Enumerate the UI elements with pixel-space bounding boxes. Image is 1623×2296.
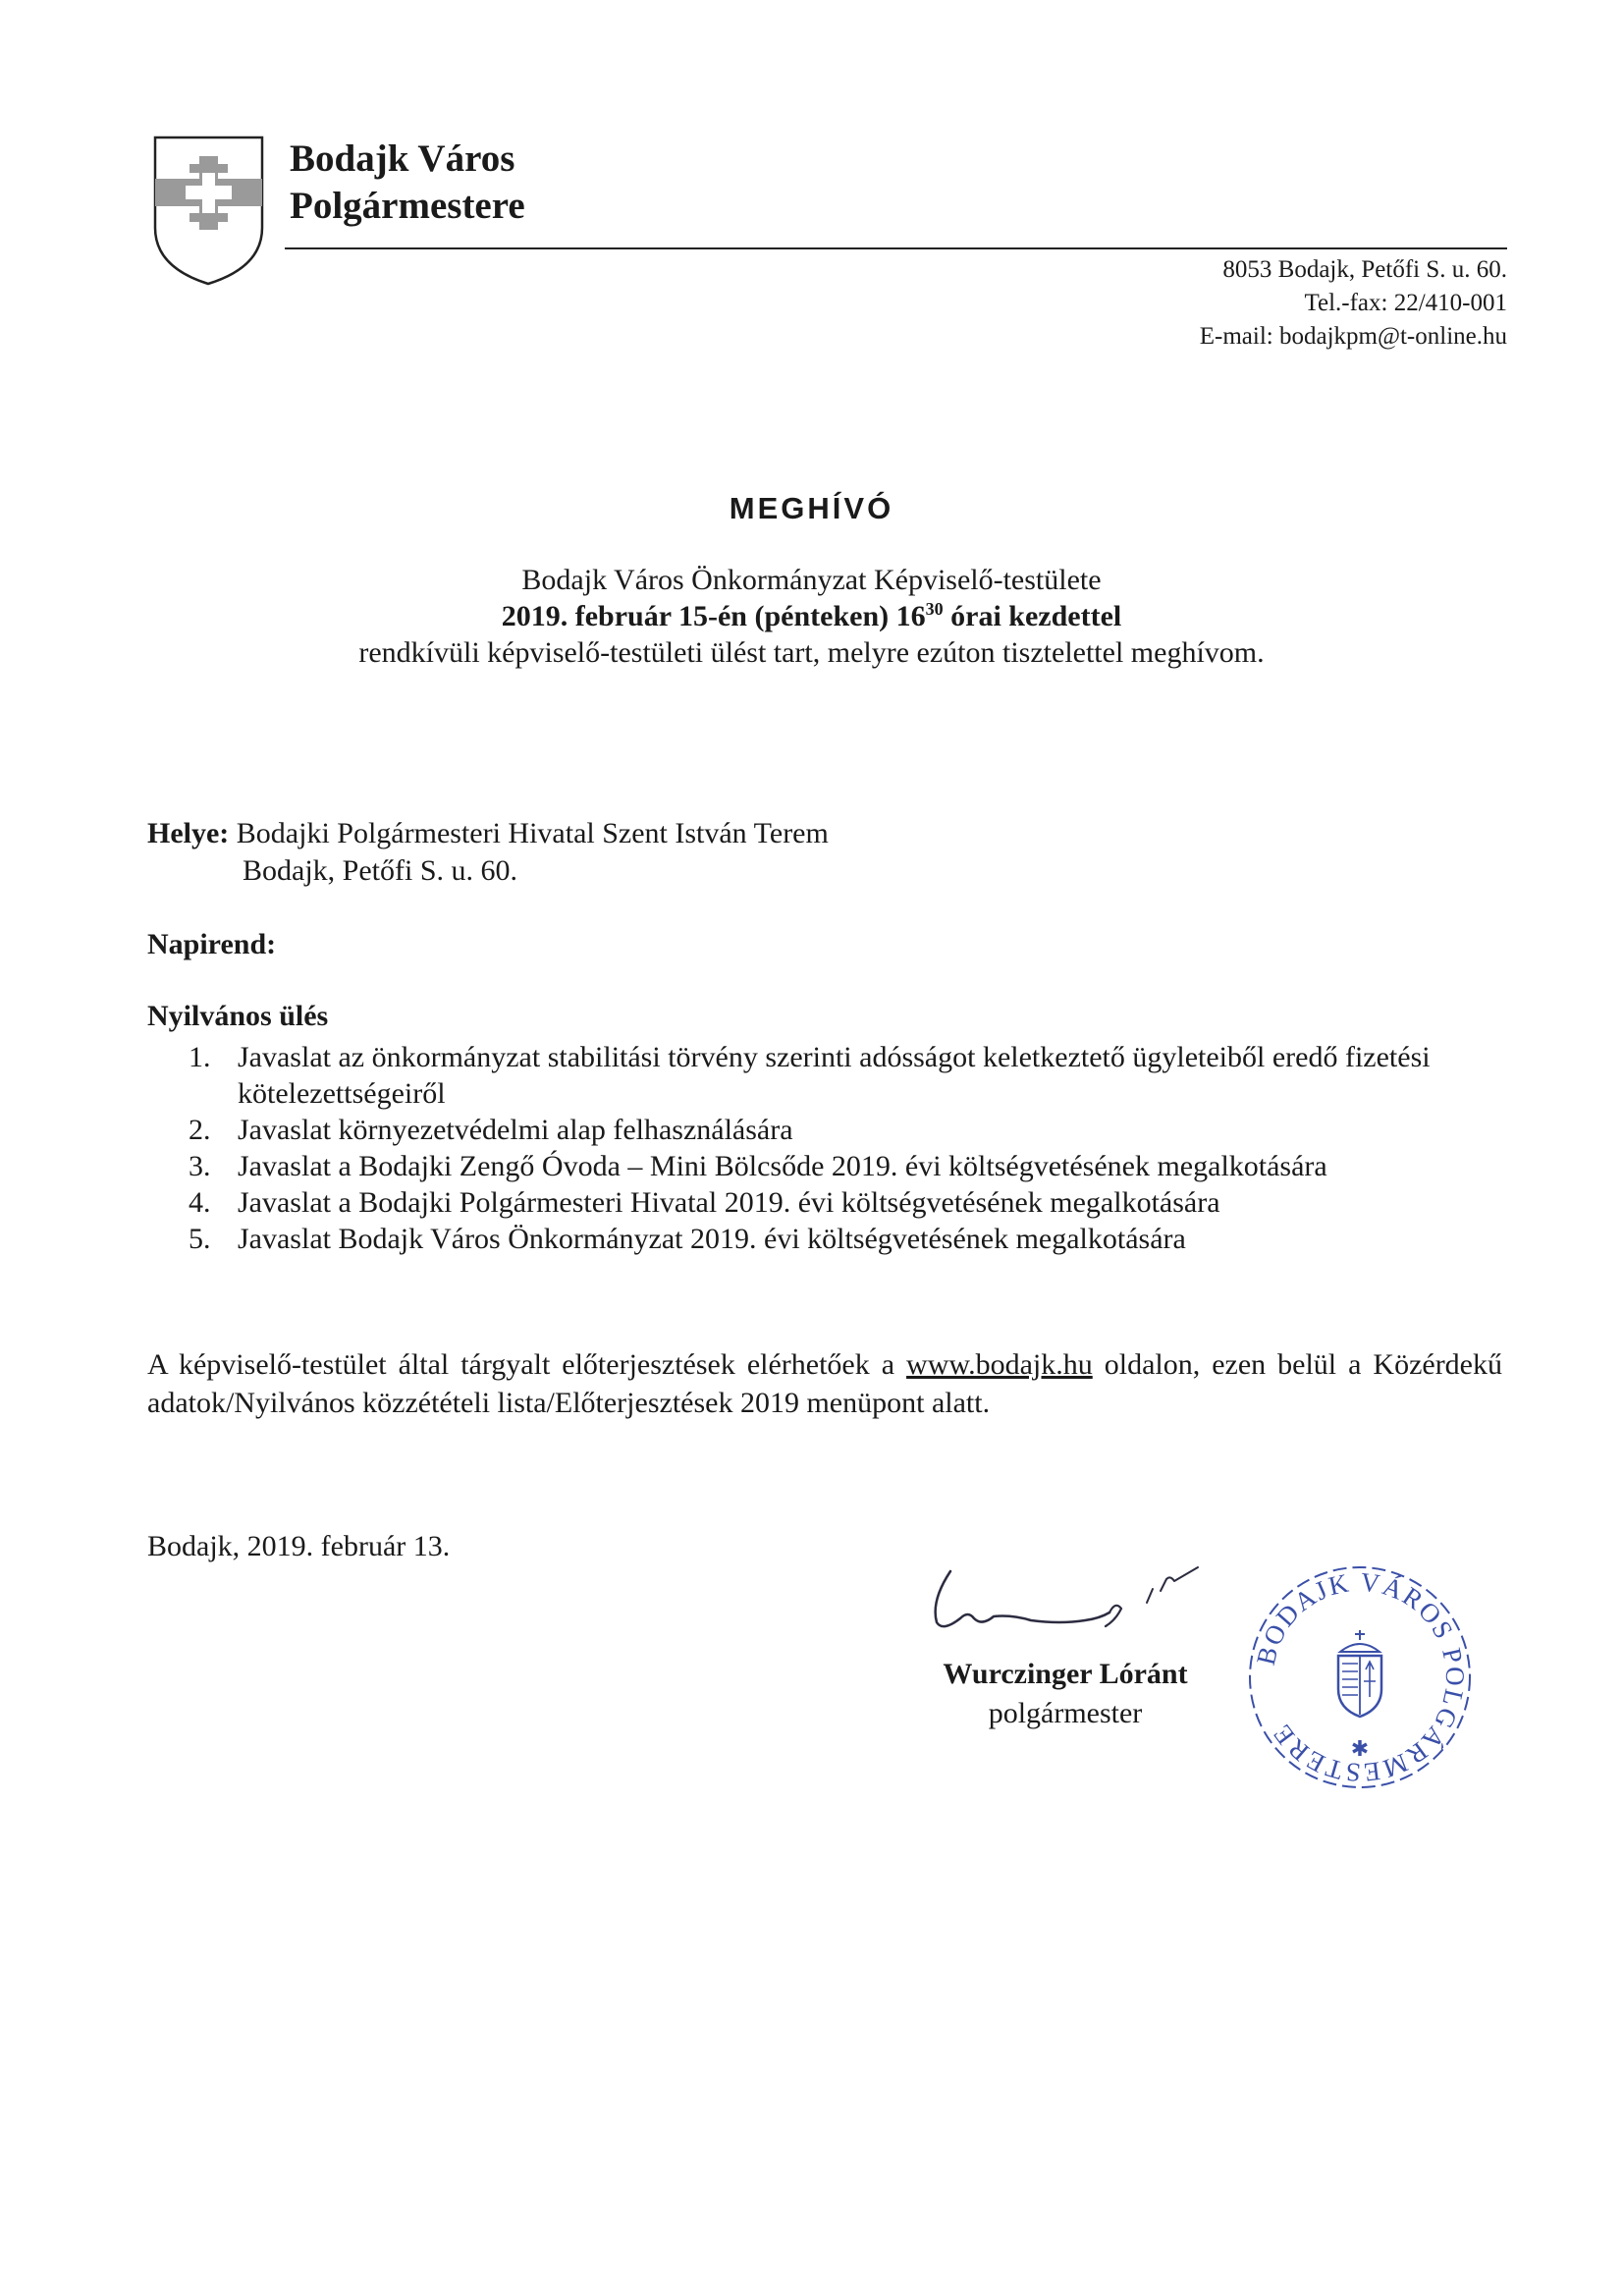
- contact-phone: Tel.-fax: 22/410-001: [1304, 290, 1507, 316]
- venue-block: [147, 815, 829, 890]
- intro-time-minutes: 30: [925, 599, 944, 619]
- documents-notice: [147, 1345, 1502, 1422]
- place-and-date: Bodajk, 2019. február 13.: [147, 1530, 451, 1562]
- agenda-item-text: Javaslat a Bodajki Zengő Óvoda – Mini Bölcsőde 2019. évi költségvetésének megalkotására: [238, 1150, 1327, 1182]
- intro-line-body: Bodajk Város Önkormányzat Képviselő-testülete: [521, 564, 1102, 596]
- agenda-item: [147, 1039, 1502, 1112]
- agenda-list: [147, 1039, 1502, 1257]
- agenda-item-number: 5.: [189, 1223, 211, 1255]
- contact-email: E-mail: bodajkpm@t-online.hu: [1199, 323, 1507, 350]
- intro-line-datetime: [0, 598, 1623, 634]
- handwritten-signature: [913, 1561, 1247, 1645]
- intro-date: 2019. február 15-én (pénteken) 16: [501, 600, 926, 632]
- letterhead-organization: [290, 136, 525, 230]
- contact-address: 8053 Bodajk, Petőfi S. u. 60.: [1222, 256, 1507, 283]
- agenda-item-number: 4.: [189, 1186, 211, 1219]
- org-name-line2: Polgármestere: [290, 185, 525, 227]
- invitation-intro: [0, 562, 1623, 671]
- venue-name: Bodajki Polgármesteri Hivatal Szent István Terem: [229, 817, 829, 849]
- signer-name: Wurczinger Lóránt: [943, 1658, 1188, 1690]
- city-coat-of-arms-icon: [152, 135, 265, 287]
- agenda-item: [147, 1221, 1502, 1257]
- agenda-item-number: 3.: [189, 1150, 211, 1182]
- signer-block: [933, 1655, 1198, 1733]
- agenda-item-text: Javaslat az önkormányzat stabilitási törvény szerinti adósságot keletkeztető ügyleteiből eredő fizetési kötelezettségeiről: [238, 1041, 1431, 1110]
- website-link[interactable]: www.bodajk.hu: [906, 1348, 1093, 1381]
- agenda-heading: Napirend:: [147, 928, 277, 960]
- letterhead-divider: [285, 247, 1507, 249]
- hungarian-coat-of-arms-icon: [1338, 1630, 1381, 1717]
- agenda-item: [147, 1112, 1502, 1148]
- stamp-text: BODAJK VÁROS POLGÁRMESTERE: [1250, 1566, 1471, 1788]
- agenda-item-number: 2.: [189, 1114, 211, 1146]
- document-title: MEGHÍVÓ: [729, 491, 894, 525]
- agenda-item-text: Javaslat környezetvédelmi alap felhasználására: [238, 1114, 793, 1146]
- agenda-item: [147, 1184, 1502, 1221]
- org-name-line1: Bodajk Város: [290, 137, 515, 180]
- agenda-item: [147, 1148, 1502, 1184]
- official-stamp: [1242, 1559, 1478, 1795]
- agenda-item-number: 1.: [189, 1041, 211, 1073]
- agenda-item-text: Javaslat a Bodajki Polgármesteri Hivatal 2019. évi költségvetésének megalkotására: [238, 1186, 1220, 1219]
- stamp-star-icon: ✱: [1350, 1736, 1370, 1761]
- notice-text-after: oldalon, ezen belül a Közérdekű adatok/Nyilvános közzétételi lista/Előterjesztések 2019 menüpont alatt.: [147, 1348, 1502, 1419]
- venue-address: Bodajk, Petőfi S. u. 60.: [243, 854, 518, 887]
- signer-title: polgármester: [988, 1697, 1143, 1729]
- agenda-item-text: Javaslat Bodajk Város Önkormányzat 2019. évi költségvetésének megalkotására: [238, 1223, 1186, 1255]
- public-session-heading: Nyilvános ülés: [147, 1000, 329, 1032]
- intro-line-purpose: rendkívüli képviselő-testületi ülést tart, melyre ezúton tisztelettel meghívom.: [358, 636, 1265, 669]
- contact-block: [1200, 253, 1507, 354]
- intro-time-suffix: órai kezdettel: [943, 600, 1122, 632]
- venue-label: Helye:: [147, 817, 230, 849]
- notice-text-before: A képviselő-testület által tárgyalt előterjesztések elérhetőek a: [147, 1348, 907, 1381]
